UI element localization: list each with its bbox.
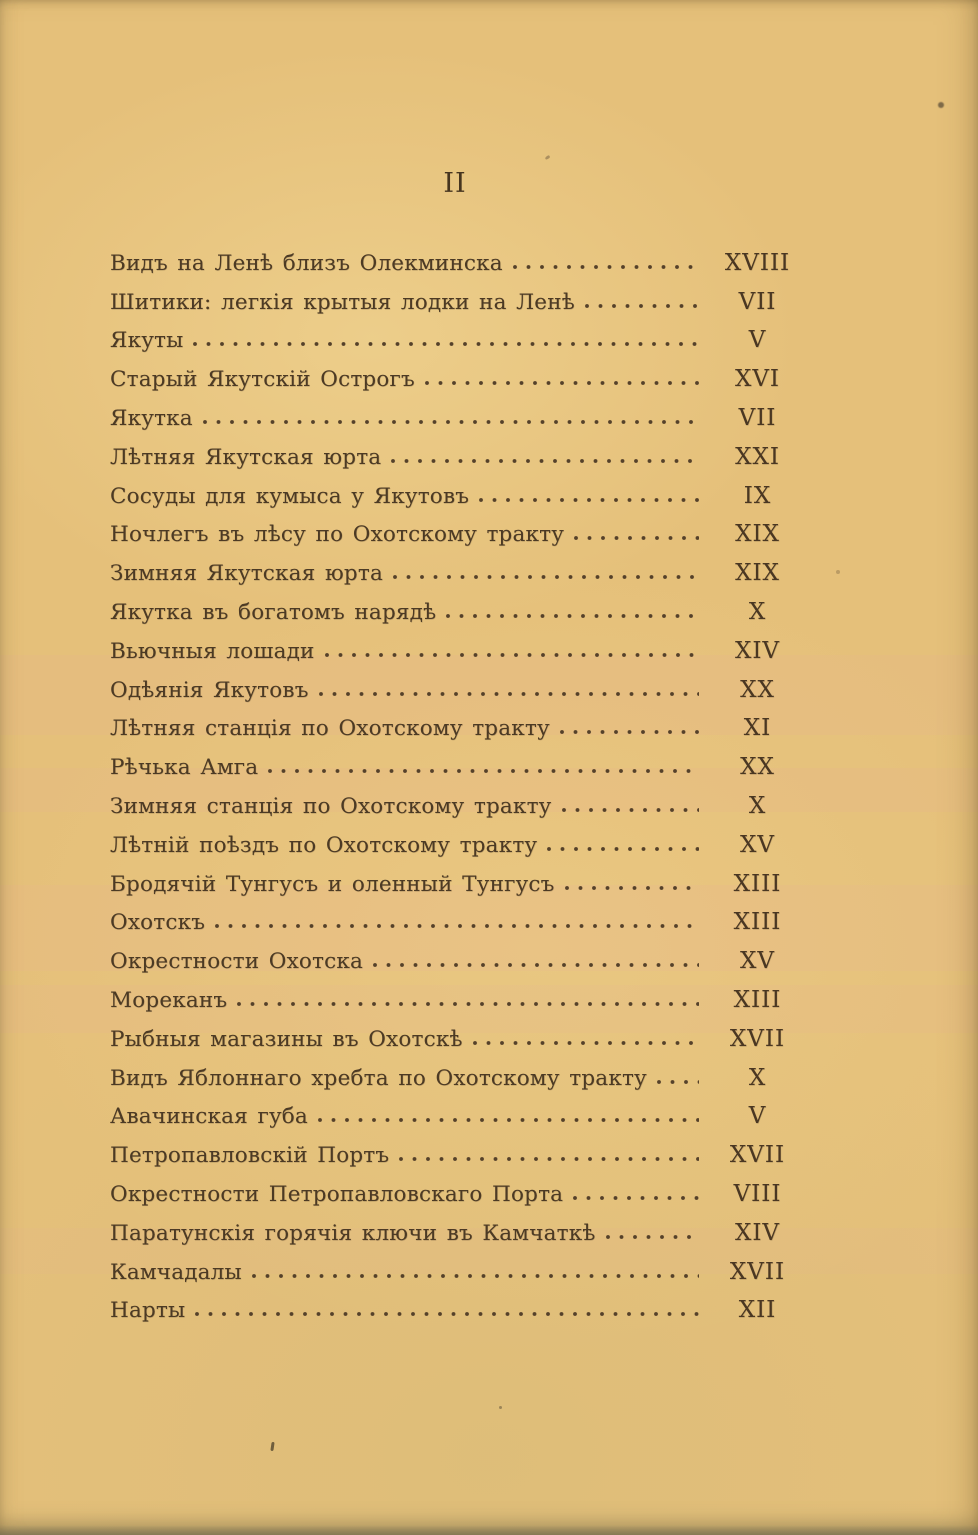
toc-entry-title: Якутка въ богатомъ нарядѣ <box>110 599 437 625</box>
toc-entry-page-number: XXI <box>735 443 780 470</box>
illustrations-list <box>110 238 810 1324</box>
dot-leader <box>606 1235 699 1239</box>
toc-row <box>110 1286 810 1325</box>
dot-leader <box>193 342 699 346</box>
toc-row <box>110 781 810 820</box>
toc-entry-page-number: XIII <box>733 986 782 1013</box>
toc-row <box>110 393 810 432</box>
toc-row <box>110 432 810 471</box>
dot-leader <box>252 1274 699 1278</box>
toc-entry-title: Рѣчька Амга <box>110 755 259 781</box>
toc-entry-page-number: XIII <box>733 909 782 936</box>
toc-entry-title: Видъ на Ленѣ близъ Олекминска <box>110 250 503 276</box>
toc-row <box>110 316 810 355</box>
toc-entry-page-number: XVI <box>734 366 781 393</box>
toc-entry-page-number: XIX <box>735 521 780 548</box>
dot-leader <box>562 808 699 812</box>
toc-row <box>110 1092 810 1131</box>
dot-leader <box>318 1118 699 1122</box>
dot-leader <box>268 769 699 773</box>
paper-speck <box>499 1406 502 1409</box>
toc-row <box>110 510 810 549</box>
toc-entry-page-number: V <box>748 327 767 354</box>
toc-entry-title: Одѣянія Якутовъ <box>110 677 309 703</box>
toc-entry-page-number: XV <box>740 948 775 975</box>
toc-entry-page-number: XIV <box>734 637 781 664</box>
toc-row <box>110 975 810 1014</box>
toc-entry-page-number: VIII <box>733 1180 782 1207</box>
dot-leader <box>574 536 699 540</box>
toc-row <box>110 1169 810 1208</box>
toc-entry-page-number: XVII <box>729 1142 786 1169</box>
dot-leader <box>391 459 699 463</box>
paper-speck <box>545 155 551 160</box>
page-number-heading: II <box>443 168 467 199</box>
toc-row <box>110 859 810 898</box>
toc-entry-title: Вьючныя лошади <box>110 638 315 664</box>
toc-entry-title: Лѣтній поѣздъ по Охотскому тракту <box>110 832 538 858</box>
toc-row <box>110 1053 810 1092</box>
toc-entry-title: Нарты <box>110 1298 186 1324</box>
toc-entry-title: Лѣтняя Якутская юрта <box>110 444 382 470</box>
toc-entry-title: Сосуды для кумыса у Якутовъ <box>110 483 470 509</box>
dot-leader <box>585 304 699 308</box>
toc-entry-title: Авачинская губа <box>110 1104 308 1130</box>
toc-row <box>110 277 810 316</box>
toc-entry-title: Якуты <box>110 328 184 354</box>
toc-entry-page-number: X <box>748 1064 767 1091</box>
toc-entry-page-number: XVII <box>729 1025 786 1052</box>
dot-leader <box>547 847 699 851</box>
toc-row <box>110 626 810 665</box>
toc-row <box>110 820 810 859</box>
toc-entry-title: Лѣтняя станція по Охотскому тракту <box>110 716 550 742</box>
dot-leader <box>215 924 699 928</box>
toc-row <box>110 1247 810 1286</box>
toc-entry-page-number: V <box>748 1103 767 1130</box>
toc-entry-page-number: VII <box>738 404 777 431</box>
toc-entry-page-number: XIII <box>733 870 782 897</box>
toc-entry-title: Бродячій Тунгусъ и оленный Тунгусъ <box>110 871 555 897</box>
dot-leader <box>203 420 699 424</box>
toc-entry-page-number: XV <box>740 831 775 858</box>
toc-entry-title: Охотскъ <box>110 910 206 936</box>
paper-speck <box>270 1442 274 1451</box>
toc-entry-title: Ночлегъ въ лѣсу по Охотскому тракту <box>110 522 565 548</box>
toc-entry-page-number: XI <box>743 715 772 742</box>
page-bottom-shadow <box>0 1525 978 1535</box>
dot-leader <box>473 1041 699 1045</box>
dot-leader <box>425 381 699 385</box>
toc-row <box>110 471 810 510</box>
toc-row <box>110 1208 810 1247</box>
dot-leader <box>373 963 699 967</box>
toc-entry-title: Мореканъ <box>110 987 228 1013</box>
toc-entry-title: Рыбныя магазины въ Охотскѣ <box>110 1026 463 1052</box>
toc-entry-page-number: XX <box>740 676 775 703</box>
toc-entry-title: Петропавловскій Портъ <box>110 1143 390 1169</box>
toc-row <box>110 936 810 975</box>
toc-row <box>110 587 810 626</box>
toc-entry-title: Паратунскія горячія ключи въ Камчаткѣ <box>110 1220 596 1246</box>
toc-entry-title: Окрестности Охотска <box>110 949 364 975</box>
toc-entry-title: Зимняя Якутская юрта <box>110 561 383 587</box>
toc-row <box>110 354 810 393</box>
toc-entry-title: Старый Якутскій Острогъ <box>110 367 415 393</box>
toc-entry-page-number: XIX <box>735 560 780 587</box>
toc-entry-page-number: X <box>748 792 767 819</box>
toc-entry-page-number: IX <box>743 482 772 509</box>
dot-leader <box>513 265 699 269</box>
toc-entry-title: Шитики: легкія крытыя лодки на Ленѣ <box>110 289 575 315</box>
toc-row <box>110 548 810 587</box>
dot-leader <box>573 1196 699 1200</box>
toc-entry-page-number: XVII <box>729 1258 786 1285</box>
toc-entry-title: Окрестности Петропавловскаго Порта <box>110 1181 564 1207</box>
toc-entry-title: Видъ Яблоннаго хребта по Охотскому тракту <box>110 1065 647 1091</box>
dot-leader <box>319 692 699 696</box>
dot-leader <box>237 1002 699 1006</box>
toc-entry-page-number: XX <box>740 754 775 781</box>
toc-entry-title: Зимняя станція по Охотскому тракту <box>110 793 552 819</box>
dot-leader <box>325 653 699 657</box>
dot-leader <box>393 575 699 579</box>
paper-speck <box>938 102 944 108</box>
dot-leader <box>195 1312 699 1316</box>
toc-row <box>110 1014 810 1053</box>
dot-leader <box>399 1157 699 1161</box>
dot-leader <box>657 1080 699 1084</box>
toc-entry-page-number: XIV <box>734 1219 781 1246</box>
toc-entry-title: Якутка <box>110 405 193 431</box>
toc-row <box>110 898 810 937</box>
toc-entry-page-number: XVIII <box>724 249 791 276</box>
dot-leader <box>560 730 699 734</box>
toc-entry-page-number: X <box>748 598 767 625</box>
toc-row <box>110 665 810 704</box>
dot-leader <box>446 614 699 618</box>
dot-leader <box>565 886 699 890</box>
dot-leader <box>479 498 699 502</box>
toc-row <box>110 742 810 781</box>
toc-entry-page-number: XII <box>738 1297 777 1324</box>
toc-row <box>110 1130 810 1169</box>
toc-entry-title: Камчадалы <box>110 1259 242 1285</box>
paper-speck <box>836 570 840 574</box>
toc-row <box>110 238 810 277</box>
toc-row <box>110 704 810 743</box>
toc-entry-page-number: VII <box>738 288 777 315</box>
